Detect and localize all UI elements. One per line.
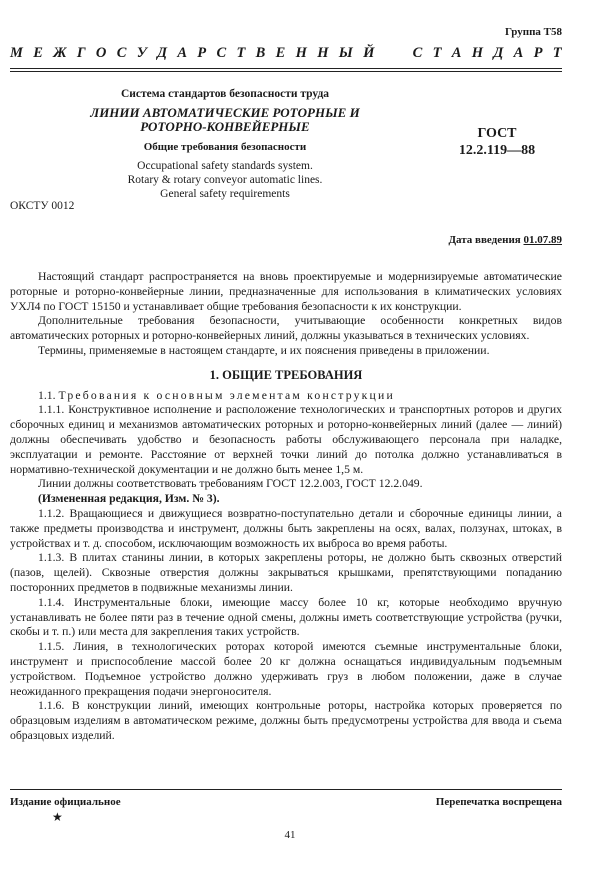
banner-letter: Е [33,45,43,61]
banner-letter: А [513,45,524,61]
header-rule-bottom [10,71,562,72]
footer-rule [10,789,562,790]
group-label: Группа Т58 [504,26,562,38]
gost-label: ГОСТ [477,126,517,141]
document-subtitle: Общие требования безопасности [143,141,307,153]
clause-paragraph: 1.1.4. Инструментальные блоки, имеющие массу более 10 кг, которые необходимо вручную устанавливать не более пяти раз в течение одной смены, должны иметь соответствующие устройства (ручки, скобы и т. п.) или места для закрепления таких устройств. [10,595,562,639]
document-body [10,270,562,744]
document-title [60,106,390,134]
banner-letter: М [10,45,23,61]
banner-letter: Е [275,45,286,61]
banner-letter: Р [533,45,543,61]
section-heading: 1. ОБЩИЕ ТРЕБОВАНИЯ [209,367,363,382]
english-title-line-3: General safety requirements [160,188,290,200]
banner-letter: Т [432,45,442,61]
banner-letter [385,45,389,62]
banner-letter: Н [471,45,484,61]
gost-number: 12.2.119—88 [458,143,536,158]
subsection-title: Требования к основным элементам конструкции [58,388,395,402]
banner-letter: Ж [53,45,67,61]
banner-letter: Г [76,45,86,61]
banner-letter: Д [493,45,504,61]
official-edition-label: Издание официальное [10,796,121,808]
intro-paragraph: Дополнительные требования безопасности, учитывающие особенности конкретных видов автоматических роторных и роторно-конвейерных линий, должны указываться в технических условиях. [10,314,562,343]
banner-letter: А [451,45,462,61]
clause-paragraph: 1.1.1. Конструктивное исполнение и расположение технологических и транспортных роторов и других сборочных единиц и механизмов автоматических роторных и роторно-конвейерных линий (далее — линий) должны обеспечивать удобство и безопасность работы обслуживающего персонала при наладке, эксплуатации и ремонте. Расстояние от верхней точки линий до потолка должно устанавливаться в нормативно-технической документации и не должно быть менее 1,5 м. [10,403,562,476]
banner-letter: В [255,45,266,61]
document-title-line-1: ЛИНИИ АВТОМАТИЧЕСКИЕ РОТОРНЫЕ И [90,105,360,120]
document-title-line-2: РОТОРНО-КОНВЕЙЕРНЫЕ [140,119,310,134]
banner-letter: Н [317,45,329,61]
effective-date-label: Дата введения [448,234,521,246]
effective-date [448,234,562,246]
banner-letter: А [177,45,187,61]
banner-letter: Р [197,45,207,61]
banner-letter: Н [295,45,307,61]
amendment-note: (Измененная редакция, Изм. № 3). [38,492,220,506]
effective-date-value: 01.07.89 [523,234,562,246]
page-number: 41 [284,829,296,841]
intro-paragraph: Настоящий стандарт распространяется на вновь проектируемые и модернизируемые автоматические роторные и роторно-конвейерные линии, предназначенные для использования в климатических условиях УХЛ4 по ГОСТ 15150 и устанавливает общие требования безопасности к их конструкции. [10,270,562,313]
subsection-number: 1.1. [38,388,56,402]
interstate-standard-banner [10,45,562,62]
banner-letter: Т [236,45,246,61]
banner-letter: Й [363,45,375,61]
english-title-line-1: Occupational safety standards system. [137,160,313,172]
clause-paragraph: 1.1.6. В конструкции линий, имеющих контрольные роторы, настройка которых проверяется по образцовым изделиям в автоматическом режиме, должны быть предусмотрены устройства для ввода и съема образцовых изделий. [10,699,562,742]
banner-letter: Д [157,45,167,61]
banner-letter: С [116,45,127,61]
banner-letter: С [216,45,227,61]
okstu-code: ОКСТУ 0012 [10,200,75,212]
clause-paragraph: 1.1.5. Линия, в технологических роторах которой имеются съемные инструментальные блоки, инструмент и приспособление массой более 20 кг должна оснащаться индивидуальным подъемным устройством. Подъемное устройство должно удерживать груз в любом положении, даже в случае неожиданного прекращения подачи энергоносителя. [10,640,562,698]
system-title: Система стандартов безопасности труда [120,88,330,100]
clause-paragraph: 1.1.3. В плитах станины линии, в которых закреплены роторы, не должно быть сквозных отверстий (пазов, щелей). Сквозные отверстия должны закрываться крышками, препятствующими попаданию посторонних предметов в подвижные механизмы линии. [10,551,562,594]
clause-paragraph: Линии должны соответствовать требованиям ГОСТ 12.2.003, ГОСТ 12.2.049. [38,477,423,491]
header-rule-top [10,68,562,69]
banner-letter: У [136,45,147,61]
banner-letter: Ы [338,45,353,61]
star-icon: ★ [52,810,63,824]
gost-designation [432,125,562,159]
clause-paragraph: 1.1.2. Вращающиеся и движущиеся возвратно-поступательно детали и сборочные единицы линии, а также предметы производства и инструмент, должны быть закреплены на осях, валах, ползунах, штоках, в устройствах и т. д. способом, исключающим возможность их выброса во время работы. [10,506,562,550]
banner-letter: Т [552,45,562,61]
subsection-heading [10,389,562,404]
intro-paragraph: Термины, применяемые в настоящем стандарте, и их пояснения приведены в приложении. [38,343,490,357]
banner-letter [399,45,403,62]
english-title [60,159,390,201]
banner-letter: О [95,45,107,61]
reprint-prohibited-label: Перепечатка воспрещена [435,796,562,808]
banner-letter: С [412,45,423,61]
english-title-line-2: Rotary & rotary conveyor automatic lines. [127,174,323,186]
